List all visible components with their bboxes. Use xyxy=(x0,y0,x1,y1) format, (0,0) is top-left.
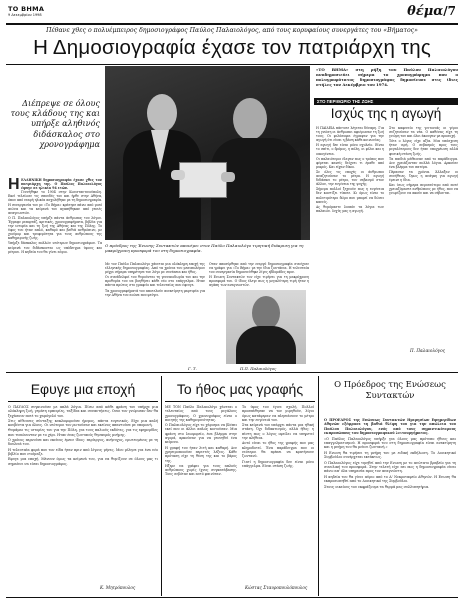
right-box-body: Ο ΠΡΟΕΔΡΟΣ της Ενώσεως Συντακτών Ημερησίων Εφημερίδων Αθηνών εξέφρασε τη βαθιά θλίψη του για την απώλεια του Παύλου Παλαιολόγου, ενός από τους σημαντικότερους εκπροσώπους του δημοσιογραφικού λειτουργήματος. «Ο Παύλος Παλαιολόγος υπήρξε για όλους μας πρότυπο ήθους και επαγγελματισμού. Η προσφορά του στη δημοσιογραφία είναι ανεκτίμητη και η μνήμη του θα μείνει ζωντανή.» Η Ενωση θα τιμήσει τη μνήμη του με ειδική εκδήλωση. Το Διοικητικό Συμβούλιο συνέρχεται εκτάκτως. Ο Παλαιολόγος είχε τιμηθεί από την Ενωση με το ανώτατο βραβείο για τη συνολική του προσφορά. Στην τελετή είχε πει πως η δημοσιογραφία είναι πάνω απ' όλα υπηρεσία προς τον αναγνώστη. Η κηδεία του θα γίνει αύριο από το Α' Νεκροταφείο Αθηνών. Η Ενωση θα εκπροσωπηθεί από το Διοικητικό της Συμβούλιο. Στους οικείους του εκφράζουμε τα θερμά μας συλλυπητήρια. xyxy=(324,418,456,489)
vertical-rule-2 xyxy=(318,376,319,596)
left-article-body: Ο ΠΑΥΛΟΣ συγκινούσε με απλά λόγια. Πίσω από κάθε φράση του υπήρχε μια ολόκληρη ζωή, γεμάτη εμπειρίες, ταξίδια και συναντήσεις. Οσοι τον γνώρισαν δεν θα ξεχάσουν ποτέ το χαμόγελό του. Στις αίθουσες σύνταξης κυκλοφορούσε ήρεμος, πάντα ευγενικός. Είχε μια καλή κουβέντα για όλους. Οι νεότεροι τον ρωτούσαν και εκείνος απαντούσε με υπομονή. Θυμάμαι τις ιστορίες του για την Πόλη, για τους παλιούς εκδότες, για τις εφημερίδες που τυπώνονταν με το χέρι. Ηταν ένας ζωντανός θησαυρός μνήμης. Ο χρόνος περνούσε και εκείνος έμενε ίδιος: περίεργος, ανήσυχος, ερωτευμένος με τη δουλειά του. Η τελευταία φορά που τον είδα ήταν πριν από λίγους μήνες. Μου μίλησε για ένα νέο βιβλίο που ετοίμαζε. Εφυγε μια εποχή. Μένουν όμως τα κείμενά του, για να θυμίζουν σε όλους μας τι σημαίνει να είσαι δημοσιογράφος. xyxy=(8,405,158,466)
masthead-rule xyxy=(6,23,458,25)
middle-article-title: Το ήθος μας γραφής xyxy=(176,381,304,397)
photo-credit: Γ. Τ. xyxy=(188,366,197,371)
right-man-head xyxy=(233,98,267,140)
kicker: Πέθανε χθες ο πολυέμπειρος δημοσιογράφος Παύλος Παλαιολόγος, από τους κορυφαίους συνεργάτες του «Βήματος» xyxy=(46,27,418,34)
lower-section-rule xyxy=(6,372,458,373)
issue-date: 9 Δεκεμβρίου 1998 xyxy=(8,13,42,17)
lead-dropcap: Η xyxy=(8,176,20,193)
middle-article-author: Κώστας Σταυροπουλόπουλος xyxy=(245,585,308,590)
section-name: θέμα xyxy=(407,4,444,19)
headline-rule xyxy=(6,64,458,65)
right-kicker-bar xyxy=(314,98,458,105)
portrait-head xyxy=(252,296,280,330)
portrait-caption: Π.Π. Παλαιολόγος xyxy=(240,366,277,371)
deck: Διέπρεψε σε όλους τους κλάδους της και υπήρξε αληθινός διδάσκαλος στο χρονογράφημα xyxy=(10,98,100,149)
middle-title-rule xyxy=(165,401,315,402)
left-man-head xyxy=(147,94,177,132)
vertical-rule-1 xyxy=(161,376,162,596)
bottom-rule xyxy=(6,597,458,598)
middle-article-col2: Το ύφος του έγινε σχολή. Πολλοί προσπάθησαν να τον μιμηθούν, λίγοι όμως κατάφεραν να πλησιάσουν το μέτρο και την ευγένειά του. Στα κείμενά του υπάρχει πάντα μια ηθική στάση. Όχι διδακτισμός, αλλά ήθος: η πίστη πως ο λόγος οφείλει να υπηρετεί την αλήθεια. Αυτό είναι το ήθος της γραφής που μας κληροδοτεί. Ένα παράδειγμα που οι νεότεροι θα πρέπει να κρατήσουν ζωντανό. Γιατί η δημοσιογραφία δεν είναι μόνο επάγγελμα. Είναι στάση ζωής. xyxy=(242,405,314,468)
award-photo xyxy=(105,66,310,240)
page-number: /7 xyxy=(443,4,456,18)
left-title-rule xyxy=(8,401,158,402)
lead-column: Η ΕΛΛΗΝΙΚΗ δημοσιογραφία έχασε χθες τον πατριάρχη της. Ο Παύλος Παλαιολόγος έφυγε σε ηλικία 94 ετών. Γεννήθηκε το 1904 στην Κωνσταντινούπολη. Εκεί τελείωσε τις σπουδές του και ήρθε στην Αθήνα, όπου από νεαρή ηλικία ασχολήθηκε με τη δημοσιογραφία. Η συνεργασία του με «Το Βήμα» κράτησε πάνω από μισό αιώνα και τα κείμενά του αγαπήθηκαν από γενιές αναγνωστών. Ο Π. Παλαιολόγος υπήρξε πάντα άνθρωπος του λόγου. Έγραψε ρεπορτάζ, κριτικές, χρονογραφήματα, βιβλία για την ιστορία και τη ζωή της Αθήνας και της Πόλης. Το ύφος του ήταν απλό, καθαρό και βαθιά ανθρώπινο, με χιούμορ και τρυφερότητα για τους ανθρώπους της καθημερινής ζωής. Υπήρξε δάσκαλος πολλών νεότερων δημοσιογράφων. Τα κείμενά του διδάσκονται ως υπόδειγμα ύφους και μέτρου. Η κηδεία του θα γίνει αύριο. xyxy=(8,176,102,254)
right-column-1: Η ΠΑΙΔΕΙΑ πάντοτε λέγεται δύναμη. Για τη γνώση οι άνθρωποι αφιέρωσαν τη ζωή τους. Οι φιλόσοφοι έγραψαν για την αγωγή ότι είναι η βάση κάθε κοινωνίας. Η αγωγή δεν είναι μόνο σχολείο. Είναι το σπίτι, ο δρόμος, η πόλη, οι φίλοι και η οικογένεια. Οι παλαιότεροι έλεγαν πως ο τρόπος που φέρεται κανείς δείχνει τι έμαθε από μικρός. Και είχαν δίκιο. Σε όλες τις εποχές οι άνθρωποι αναζητούσαν το μέτρο. Η αγωγή διδάσκει το μέτρο, τον σεβασμό στον άλλον, την ευγένεια της ψυχής. Σήμερα πολλοί ξεχνούν πως η ευγένεια δεν κοστίζει τίποτε. Κι όμως είναι το πολυτιμότερο δώρο που μπορεί να δώσει κανείς. Ας θυμόμαστε λοιπόν τα λόγια των παλαιών. Ισχύς μας η αγωγή. xyxy=(316,126,384,213)
portrait-body xyxy=(236,326,296,364)
right-column-2: Στο καφενείο της γειτονιάς οι γέροι συζητούσαν τα νέα. Ο καθένας είχε τη γνώμη του και όλοι άκουγαν με προσοχή. Τότε ο λόγος είχε αξία. Μια υπόσχεση ήταν ιερή. Ο σεβασμός προς τους μεγαλύτερους δεν ήταν υποχρέωση αλλά φυσική στάση ζωής. Τα παιδιά μάθαιναν από το παράδειγμα. Δεν χρειάζονταν πολλά λόγια. Αρκούσε ένα βλέμμα του πατέρα. Πέρασαν τα χρόνια. Άλλαξαν οι συνήθειες. Όμως η ανάγκη για αγωγή έμεινε η ίδια. Και ίσως σήμερα περισσότερο από ποτέ χρειαζόμαστε ανθρώπους με ήθος, που να γνωρίζουν να ακούν και να σέβονται. xyxy=(389,126,458,196)
left-article-author: Κ. Μητρόπουλος xyxy=(100,585,136,590)
photo-caption: Ο πρόεδρος της Ένωσης Συντακτών απονέμει στον Παύλο Παλαιολόγο τιμητική διάκριση για τη μακρόχρονη προσφορά του στη δημοσιογραφία. xyxy=(105,243,304,254)
portrait-photo xyxy=(226,290,306,364)
lead-text: ΕΛΛΗΝΙΚΗ δημοσιογραφία έχασε χθες τον πατριάρχη της. Ο Παύλος Παλαιολόγος έφυγε σε ηλικία 94 ετών. xyxy=(21,178,102,191)
hand-left xyxy=(171,170,185,180)
right-kicker: ΣΤΟ ΠΕΡΙΘΩΡΙΟ ΤΗΣ ΖΩΗΣ xyxy=(317,99,374,104)
right-box-title: Ο Πρόεδρος της Ενώσεως Συντακτών xyxy=(334,380,446,401)
right-intro: «ΤΟ ΒΗΜΑ» στη ρήξη του Παύλου Παλαιολόγου αναδημοσιεύει σήμερα το χρονογράφημα που ο πολυγραφότατος δημοσιογράφος δημοσίευσε στις ίδιες στήλες τον Δεκέμβριο του 1974. xyxy=(316,67,458,87)
newspaper-logo: ΤΟ ΒΗΜΑ xyxy=(8,5,45,13)
middle-article-col1: ΜΕ ΤΟΝ Παύλο Παλαιολόγο χάνεται ο τελευταίος από τους μεγάλους χρονογράφους. Ο χρονογράφος είναι ο ποιητής της καθημερινότητας. Ο Παλαιολόγος είχε το χάρισμα να βλέπει εκεί που οι άλλοι απλώς κοιτούσαν. Μια φράση στο λεωφορείο, ένα βλέμμα στην αγορά, αρκούσαν για να γεννηθεί ένα κείμενο. Η γραφή του ήταν λιτή και καθαρή. Δεν χρησιμοποιούσε περιττές λέξεις. Κάθε πρόταση είχε τη θέση της και το βάρος της. Ηξερε να γράφει για τους απλούς ανθρώπους χωρίς ίχνος συγκατάβασης. Τους σεβόταν και αυτό φαινόταν. xyxy=(165,405,237,477)
section-label xyxy=(407,4,456,19)
masthead xyxy=(6,4,458,24)
left-article-title: Εφυγε μια εποχή xyxy=(30,381,136,397)
headline: Η Δημοσιογραφία έχασε τον πατριάρχη της xyxy=(33,36,431,59)
story-column-1: Με τον Παύλο Παλαιολόγο χάνεται μια ολόκληρη εποχή της ελληνικής δημοσιογραφίας. Από τα χρόνια του μεσοπολέμου μέχρι σήμερα υπηρέτησε τον λόγο με συνέπεια και ήθος. Οι συνάδελφοί του θυμούνται τη γενναιοδωρία του και την προθυμία του να βοηθήσει κάθε νέο στο επάγγελμα. Ηταν πάντα πρώτος στο γραφείο και τελευταίος που έφευγε. Τα χρονογραφήματά του αποτελούν ανεκτίμητη μαρτυρία για την Αθήνα του αιώνα που φεύγει. xyxy=(105,262,205,297)
hand-right xyxy=(221,172,235,182)
column-signature: Π. Παλαιολόγος xyxy=(410,348,445,353)
plaque xyxy=(179,162,227,198)
story-column-2: Οταν αποσύρθηκε από την ενεργό δημοσιογραφία συνέχισε να γράφει για «Το Βήμα» με την ίδια ζωντάνια. Η τελευταία του συνεργασία δημοσιεύθηκε λίγες εβδομάδες πριν. Η Ενωση Συντακτών τον είχε τιμήσει για τη μακρόχρονη προσφορά του. Ο ίδιος έλεγε πως η μεγαλύτερη τιμή ήταν η αγάπη των αναγνωστών. xyxy=(209,262,309,288)
right-title: Ισχύς της η αγωγή xyxy=(330,106,442,121)
